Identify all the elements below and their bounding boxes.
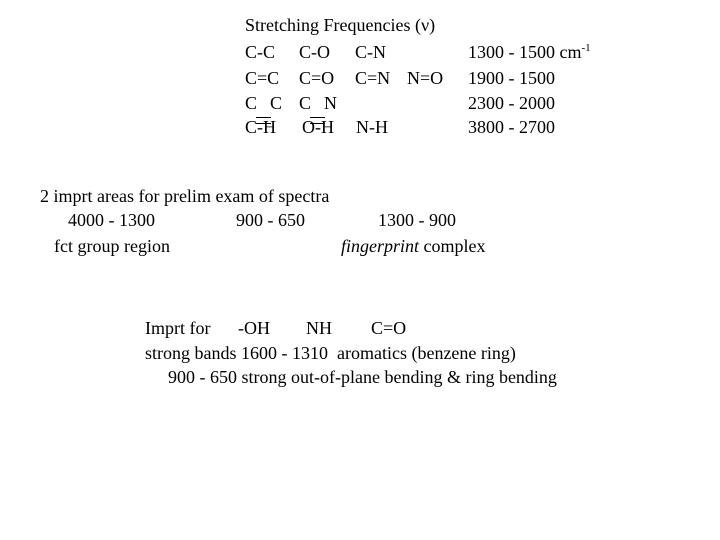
range-double-bonds: 1900 - 1500	[468, 68, 555, 88]
stretching-title: Stretching Frequencies (ν)	[245, 15, 436, 35]
important-intro: Imprt for	[145, 318, 211, 338]
range-single-bonds-value: 1300 - 1500 cm	[468, 42, 582, 62]
group-cc-double: C=C	[245, 68, 280, 88]
area-range-1: 4000 - 1300	[68, 210, 155, 230]
important-item-nh: NH	[306, 318, 332, 338]
triple-c-atom-3: C	[299, 93, 312, 113]
fingerprint-word: fingerprint	[341, 236, 420, 256]
group-cc-triple	[245, 92, 282, 114]
group-oh: O-H	[302, 117, 334, 137]
group-cn-triple	[299, 92, 337, 114]
group-co-single: C-O	[299, 42, 330, 62]
group-co-double: C=O	[299, 68, 335, 88]
area-range-2: 900 - 650	[236, 210, 305, 230]
group-nh: N-H	[356, 117, 388, 137]
important-line-3: 900 - 650 strong out-of-plane bending & ring bending	[168, 367, 557, 387]
group-no-double: N=O	[407, 68, 444, 88]
area-range-3: 1300 - 900	[378, 210, 456, 230]
areas-heading: 2 imprt areas for prelim exam of spectra	[40, 186, 330, 206]
group-cn-double: C=N	[355, 68, 391, 88]
triple-c-atom-1: C	[245, 93, 258, 113]
important-item-oh: -OH	[238, 318, 270, 338]
wavenumber-unit-exponent: -1	[581, 42, 591, 54]
range-single-bonds	[468, 41, 591, 63]
important-item-co: C=O	[371, 318, 407, 338]
group-cc-single: C-C	[245, 42, 276, 62]
important-line-2: strong bands 1600 - 1310 aromatics (benzene ring)	[145, 343, 516, 363]
range-triple-bonds: 2300 - 2000	[468, 93, 555, 113]
triple-c-atom-2: C	[270, 93, 283, 113]
group-cn-single: C-N	[355, 42, 386, 62]
range-h-bonds: 3800 - 2700	[468, 117, 555, 137]
area-label-fingerprint	[341, 235, 486, 257]
complex-word: complex	[419, 236, 486, 256]
triple-n-atom: N	[324, 93, 338, 113]
group-ch: C-H	[245, 117, 276, 137]
area-label-functional-group: fct group region	[54, 236, 170, 256]
